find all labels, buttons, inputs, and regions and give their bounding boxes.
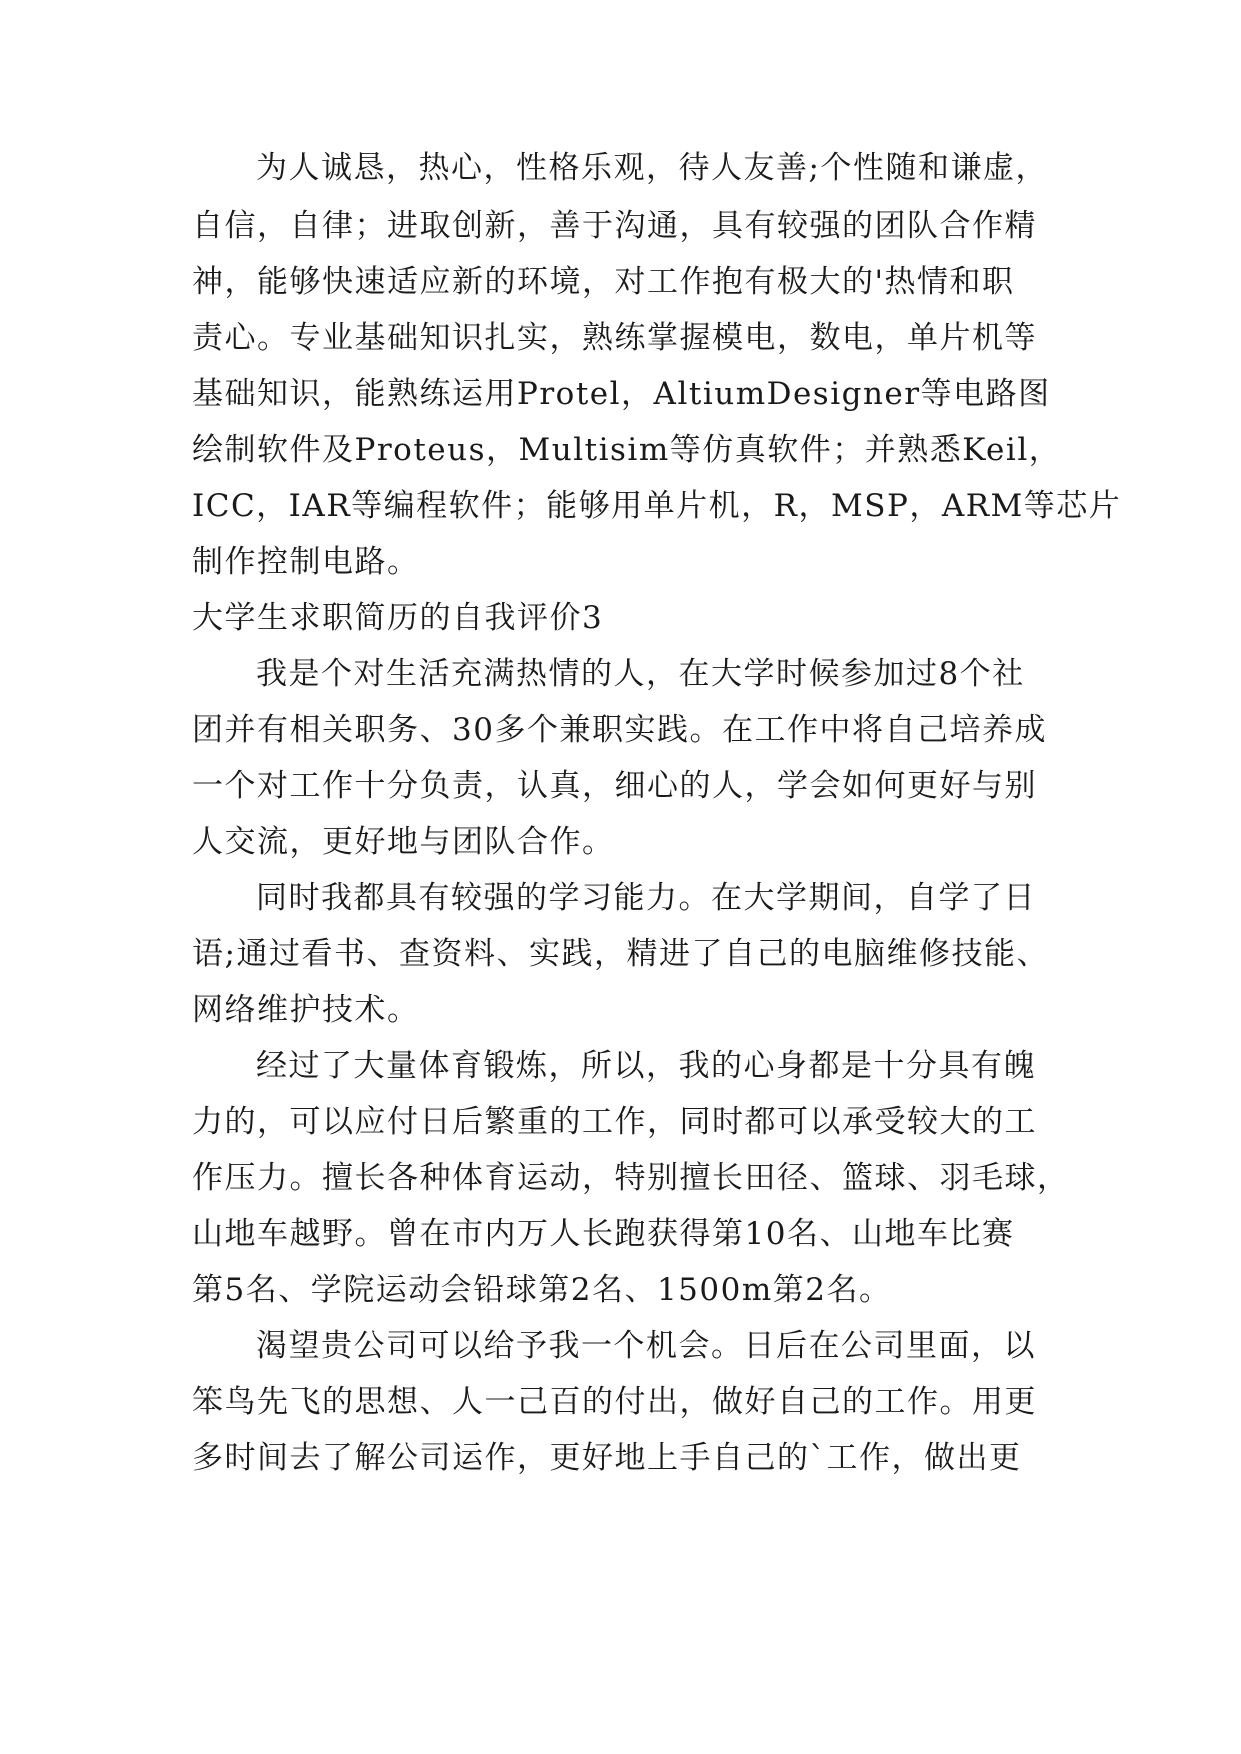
paragraph-line: 一个对工作十分负责，认真，细心的人，学会如何更好与别 bbox=[192, 768, 1037, 804]
paragraph-line: 绘制软件及Proteus，Multisim等仿真软件；并熟悉Keil， bbox=[192, 432, 1062, 468]
paragraph-line: 山地车越野。曾在市内万人长跑获得第10名、山地车比赛 bbox=[192, 1216, 1015, 1252]
section-heading: 大学生求职简历的自我评价3 bbox=[192, 600, 604, 636]
paragraph-line: 第5名、学院运动会铅球第2名、1500m第2名。 bbox=[192, 1272, 892, 1308]
paragraph-line: 责心。专业基础知识扎实，熟练掌握模电，数电，单片机等 bbox=[192, 320, 1037, 356]
paragraph-line: ICC，IAR等编程软件；能够用单片机，R，MSP，ARM等芯片 bbox=[192, 488, 1122, 524]
paragraph-line: 力的，可以应付日后繁重的工作，同时都可以承受较大的工 bbox=[192, 1104, 1037, 1140]
paragraph-line: 为人诚恳，热心，性格乐观，待人友善;个性随和谦虚， bbox=[256, 150, 1048, 186]
paragraph-line: 人交流，更好地与团队合作。 bbox=[192, 824, 615, 860]
paragraph-line: 自信，自律；进取创新，善于沟通，具有较强的团队合作精 bbox=[192, 208, 1037, 244]
paragraph-line: 神，能够快速适应新的环境，对工作抱有极大的'热情和职 bbox=[192, 264, 1015, 300]
paragraph-line: 经过了大量体育锻炼，所以，我的心身都是十分具有魄 bbox=[256, 1048, 1036, 1084]
paragraph-line: 网络维护技术。 bbox=[192, 992, 420, 1028]
paragraph-line: 笨鸟先飞的思想、人一己百的付出，做好自己的工作。用更 bbox=[192, 1384, 1037, 1420]
paragraph-line: 基础知识，能熟练运用Protel，AltiumDesigner等电路图 bbox=[192, 376, 1051, 412]
paragraph-line: 我是个对生活充满热情的人，在大学时候参加过8个社 bbox=[256, 656, 1025, 692]
paragraph-line: 同时我都具有较强的学习能力。在大学期间，自学了日 bbox=[256, 880, 1036, 916]
paragraph-line: 团并有相关职务、30多个兼职实践。在工作中将自己培养成 bbox=[192, 712, 1047, 748]
paragraph-line: 语;通过看书、查资料、实践，精进了自己的电脑维修技能、 bbox=[192, 936, 1049, 972]
paragraph-line: 渴望贵公司可以给予我一个机会。日后在公司里面，以 bbox=[256, 1328, 1036, 1364]
paragraph-line: 制作控制电路。 bbox=[192, 544, 420, 580]
paragraph-line: 作压力。擅长各种体育运动，特别擅长田径、篮球、羽毛球， bbox=[192, 1160, 1070, 1196]
paragraph-line: 多时间去了解公司运作，更好地上手自己的`工作，做出更 bbox=[192, 1440, 1022, 1476]
